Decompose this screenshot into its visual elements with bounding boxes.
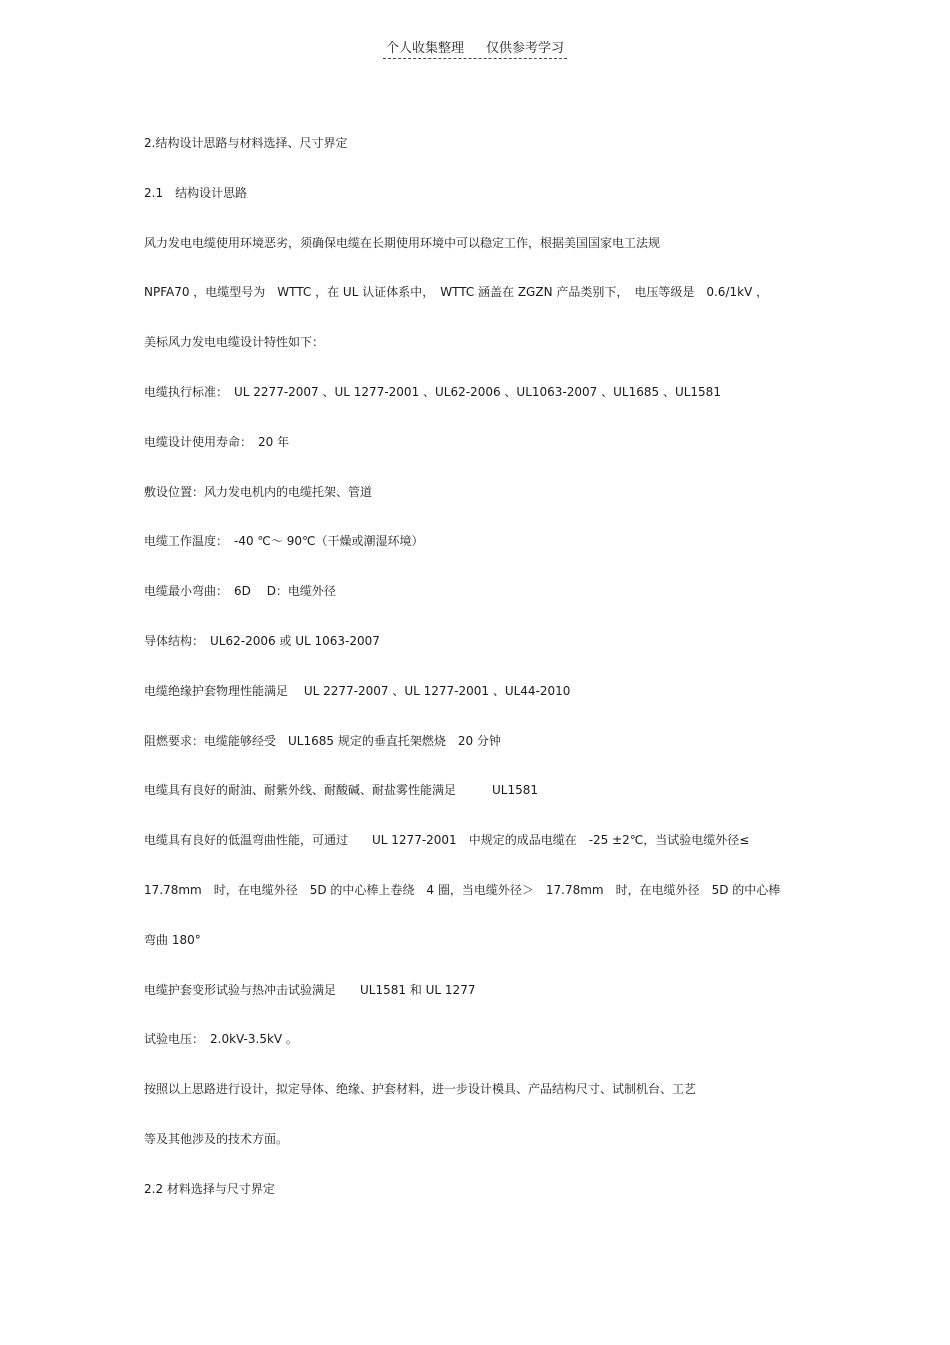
- spec-line: 电缆护套变形试验与热冲击试验满足 UL1581 和 UL 1277: [144, 982, 476, 997]
- spec-line: 电缆执行标准： UL 2277-2007 、UL 1277-2001 、UL62-2006 、UL1063-2007 、UL1685 、UL1581: [144, 384, 721, 399]
- spec-line: 阻燃要求：电缆能够经受 UL1685 规定的垂直托架燃烧 20 分钟: [144, 733, 501, 748]
- spec-line: 弯曲 180°: [144, 932, 201, 947]
- spec-line: 试验电压： 2.0kV-3.5kV 。: [144, 1032, 298, 1047]
- spec-line: 17.78mm 时，在电缆外径 5D 的中心棒上卷绕 4 圈，当电缆外径＞ 17.78mm 时，在电缆外径 5D 的中心棒: [144, 882, 781, 897]
- document-body: [144, 134, 824, 1230]
- header-left-text: 个人收集整理: [385, 41, 464, 56]
- spec-line: 电缆具有良好的低温弯曲性能，可通过 UL 1277-2001 中规定的成品电缆在 -25 ±2℃，当试验电缆外径≤: [144, 833, 750, 848]
- spec-line: 导体结构： UL62-2006 或 UL 1063-2007: [144, 633, 380, 648]
- page-header: [383, 40, 567, 58]
- header-right-text: 仅供参考学习: [486, 41, 565, 56]
- subsection-heading: 2.2 材料选择与尺寸界定: [144, 1181, 275, 1196]
- section-heading: 2.结构设计思路与材料选择、尺寸界定: [144, 136, 348, 150]
- spec-line: 电缆具有良好的耐油、耐紫外线、耐酸碱、耐盐雾性能满足 UL1581: [144, 783, 539, 798]
- header-dashed-rule: [383, 58, 567, 59]
- spec-line: 电缆工作温度： -40 ℃～ 90℃（干燥或潮湿环境）: [144, 534, 424, 549]
- paragraph-line: 风力发电电缆使用环境恶劣，须确保电缆在长期使用环境中可以稳定工作，根据美国国家电工法规: [144, 235, 661, 250]
- paragraph-line: 按照以上思路进行设计，拟定导体、绝缘、护套材料，进一步设计模具、产品结构尺寸、试制机台、工艺: [144, 1082, 697, 1097]
- spec-line: 电缆最小弯曲： 6D D：电缆外径: [144, 584, 336, 599]
- paragraph-line: 美标风力发电电缆设计特性如下：: [144, 335, 325, 350]
- paragraph-line: NPFA70 ，电缆型号为 WTTC ，在 UL 认证体系中， WTTC 涵盖在 ZGZN 产品类别下， 电压等级是 0.6/1kV ，: [144, 285, 769, 300]
- paragraph-line: 等及其他涉及的技术方面。: [144, 1131, 289, 1146]
- spec-line: 电缆设计使用寿命： 20 年: [144, 434, 290, 449]
- subsection-heading: 2.1 结构设计思路: [144, 185, 248, 200]
- spec-line: 电缆绝缘护套物理性能满足 UL 2277-2007 、UL 1277-2001 、UL44-2010: [144, 683, 571, 698]
- spec-line: 敷设位置：风力发电机内的电缆托架、管道: [144, 484, 373, 499]
